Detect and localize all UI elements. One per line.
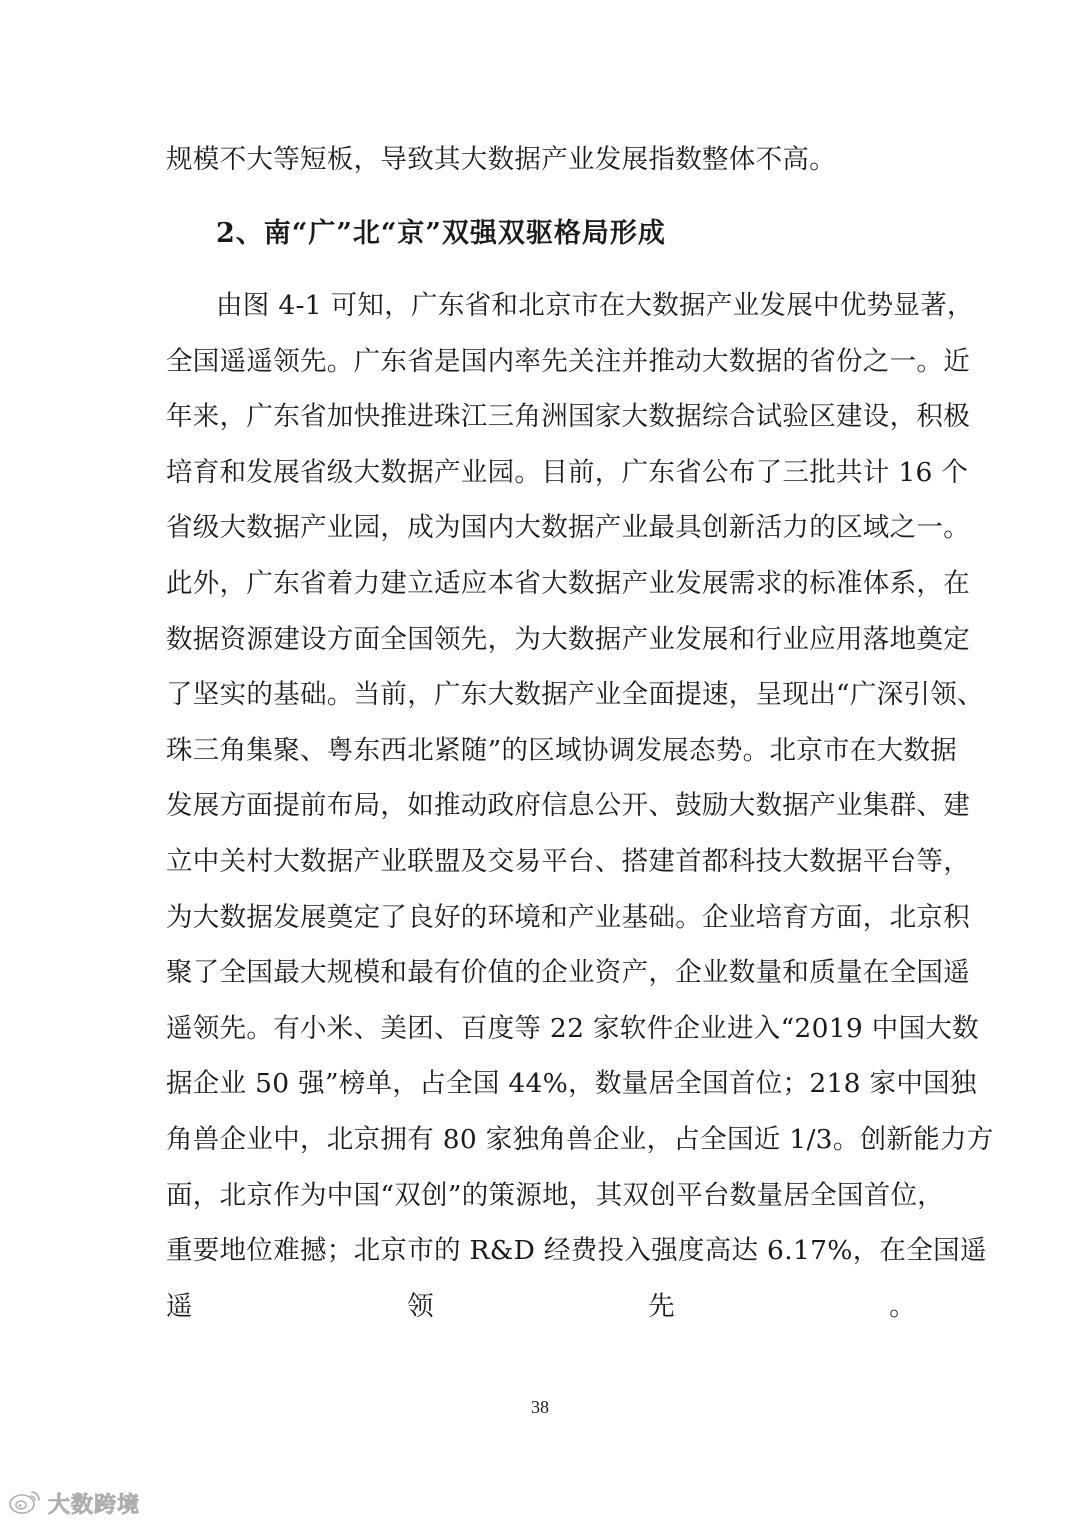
paragraph-line: 据企业 50 强”榜单，占全国 44%，数量居全国首位；218 家中国独	[166, 1068, 977, 1100]
paragraph-line: 省级大数据产业园，成为国内大数据产业最具创新活力的区域之一。	[166, 512, 970, 544]
paragraph-line: 面，北京作为中国“双创”的策源地，其双创平台数量居全国首位，	[166, 1179, 945, 1211]
paragraph-line: 由图 4-1 可知，广东省和北京市在大数据产业发展中优势显著，	[216, 290, 974, 321]
paragraph-line: 此外，广东省着力建立适应本省大数据产业发展需求的标准体系，在	[166, 568, 970, 599]
paragraph-line: 了坚实的基础。当前，广东大数据产业全面提速，呈现出“广深引领、	[166, 679, 984, 711]
body-text-line: 规模不大等短板，导致其大数据产业发展指数整体不高。	[166, 144, 836, 175]
page-number: 38	[531, 1397, 549, 1417]
watermark	[8, 1488, 140, 1518]
section-heading: 2、南“广”北“京”双强双驱格局形成	[216, 218, 666, 249]
paragraph-line: 为大数据发展奠定了良好的环境和产业基础。企业培育方面，北京积	[166, 901, 970, 933]
weibo-logo-icon	[8, 1487, 42, 1519]
paragraph-line: 遥领先。有小米、美团、百度等 22 家软件企业进入“2019 中国大数	[166, 1012, 979, 1044]
paragraph-line: 珠三角集聚、粤东西北紧随”的区域协调发展态势。北京市在大数据	[166, 734, 958, 766]
paragraph-line: 立中关村大数据产业联盟及交易平台、搭建首都科技大数据平台等，	[166, 846, 970, 877]
paragraph-line: 遥领先。	[166, 1290, 916, 1322]
paragraph-line: 重要地位难撼；北京市的 R&D 经费投入强度高达 6.17%，在全国遥	[166, 1235, 987, 1267]
watermark-text: 大数跨境	[48, 1492, 141, 1518]
paragraph-line: 培育和发展省级大数据产业园。目前，广东省公布了三批共计 16 个	[166, 456, 969, 488]
paragraph-line: 数据资源建设方面全国领先，为大数据产业发展和行业应用落地奠定	[166, 623, 970, 655]
paragraph-line: 年来，广东省加快推进珠江三角洲国家大数据综合试验区建设，积极	[166, 401, 970, 433]
paragraph-line: 聚了全国最大规模和最有价值的企业资产，企业数量和质量在全国遥	[166, 957, 970, 989]
paragraph-line: 角兽企业中，北京拥有 80 家独角兽企业，占全国近 1/3。创新能力方	[166, 1124, 994, 1155]
paragraph-line: 全国遥遥领先。广东省是国内率先关注并推动大数据的省份之一。近	[166, 345, 970, 377]
paragraph-line: 发展方面提前布局，如推动政府信息公开、鼓励大数据产业集群、建	[166, 790, 970, 822]
